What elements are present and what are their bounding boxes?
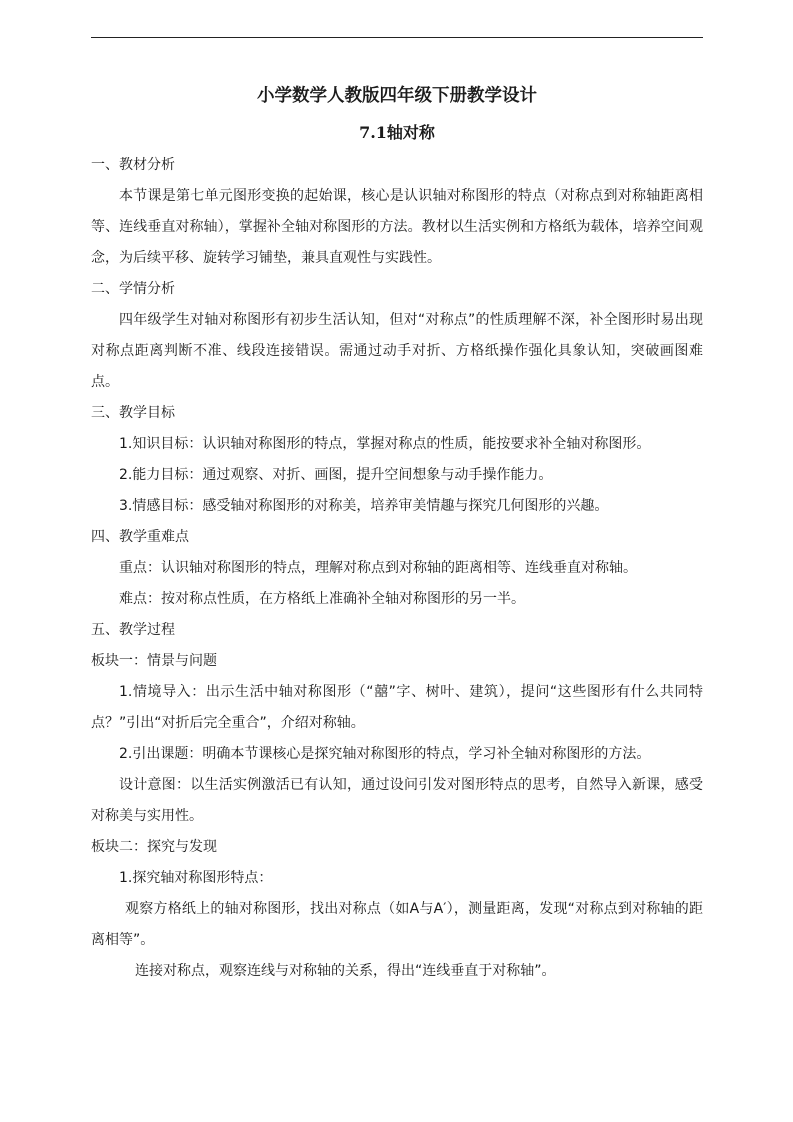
block2-item-explore: 1.探究轴对称图形特点： <box>119 870 273 886</box>
objective-emotion: 3.情感目标：感受轴对称图形的对称美，培养审美情趣与探究几何图形的兴趣。 <box>119 498 609 514</box>
objective-knowledge: 1.知识目标：认识轴对称图形的特点，掌握对称点的性质，能按要求补全轴对称图形。 <box>119 436 651 452</box>
objective-ability: 2.能力目标：通过观察、对折、画图，提升空间想象与动手操作能力。 <box>119 467 553 483</box>
block1-item-topic: 2.引出课题：明确本节课核心是探究轴对称图形的特点，学习补全轴对称图形的方法。 <box>119 746 651 762</box>
section-heading-student-analysis: 二、学情分析 <box>91 281 175 297</box>
block2-connect: 连接对称点，观察连线与对称轴的关系，得出“连线垂直于对称轴”。 <box>135 963 556 979</box>
section-heading-objectives: 三、教学目标 <box>91 405 175 421</box>
lesson-title: 7.1轴对称 <box>359 123 435 142</box>
paragraph-student-analysis: 四年级学生对轴对称图形有初步生活认知，但对“对称点”的性质理解不深，补全图形时易出现对称点距离判断不准、线段连接错误。需通过动手对折、方格纸操作强化具象认知，突破画图难点。 <box>91 312 703 390</box>
block1-item-intro: 1.情境导入：出示生活中轴对称图形（“囍”字、树叶、建筑），提问“这些图形有什么共同特点？”引出“对折后完全重合”，介绍对称轴。 <box>91 684 703 731</box>
block2-observe: 观察方格纸上的轴对称图形，找出对称点（如A与A′），测量距离，发现“对称点到对称轴的距离相等”。 <box>91 901 703 948</box>
block1-design-intent: 设计意图：以生活实例激活已有认知，通过设问引发对图形特点的思考，自然导入新课，感受对称美与实用性。 <box>91 777 703 824</box>
difficult-point: 难点：按对称点性质，在方格纸上准确补全轴对称图形的另一半。 <box>119 591 525 607</box>
paragraph-textbook-analysis: 本节课是第七单元图形变换的起始课，核心是认识轴对称图形的特点（对称点到对称轴距离相等、连线垂直对称轴），掌握补全轴对称图形的方法。教材以生活实例和方格纸为载体，培养空间观念，为后续平移、旋转学习铺垫，兼具直观性与实践性。 <box>91 188 703 266</box>
block-heading-situation: 板块一：情景与问题 <box>91 653 217 669</box>
block-heading-explore: 板块二：探究与发现 <box>91 839 217 855</box>
section-heading-process: 五、教学过程 <box>91 622 175 638</box>
document-body <box>91 80 703 987</box>
section-heading-key-points: 四、教学重难点 <box>91 529 189 545</box>
section-heading-textbook-analysis: 一、教材分析 <box>91 157 175 173</box>
header-rule <box>91 37 703 38</box>
key-point: 重点：认识轴对称图形的特点，理解对称点到对称轴的距离相等、连线垂直对称轴。 <box>119 560 637 576</box>
document-title: 小学数学人教版四年级下册教学设计 <box>257 86 537 106</box>
